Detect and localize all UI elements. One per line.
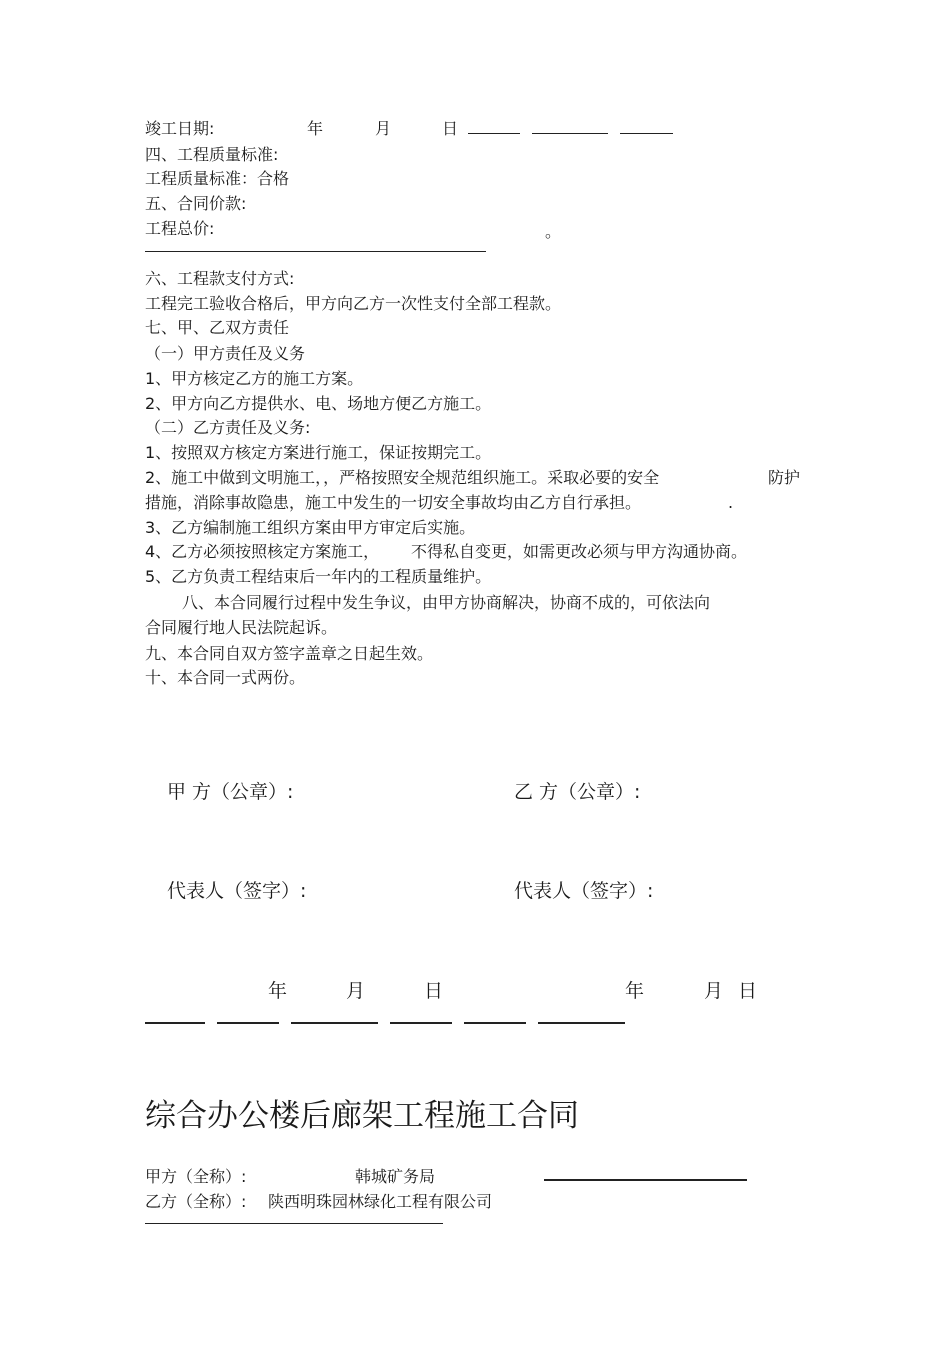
copies-clause: 十、本合同一式两份。	[145, 668, 306, 687]
dispute-clause-cont: 合同履行地人民法院起诉。	[145, 618, 338, 637]
sign-date-b-day: 日	[738, 980, 758, 1002]
party-b-fullname-value: 陕西明珠园林绿化工程有限公司	[268, 1192, 493, 1211]
payment-heading: 六、工程款支付方式:	[145, 269, 295, 288]
completion-date-label: 竣工日期:	[145, 119, 215, 138]
total-price-period: 。	[545, 222, 562, 241]
date-underline	[538, 1022, 625, 1024]
payment-text: 工程完工验收合格后，甲方向乙方一次性支付全部工程款。	[145, 294, 562, 313]
total-price-underline	[145, 251, 486, 252]
party-b-duty-1: 1、按照双方核定方案进行施工，保证按期完工。	[145, 443, 492, 462]
party-a-fullname-label: 甲方（全称）:	[145, 1167, 247, 1186]
date-underline	[217, 1022, 279, 1024]
party-b-seal: 乙 方（公章）:	[514, 781, 641, 803]
party-b-duty-3: 3、乙方编制施工组织方案由甲方审定后实施。	[145, 518, 476, 537]
party-a-duty-heading: （一）甲方责任及义务	[145, 344, 306, 363]
completion-month: 月	[375, 119, 392, 138]
party-b-duty-4: 4、乙方必须按照核定方案施工，	[145, 542, 380, 561]
responsibility-heading: 七、甲、乙双方责任	[145, 318, 290, 337]
contract-title: 综合办公楼后廊架工程施工合同	[145, 1098, 579, 1134]
party-b-underline	[145, 1223, 443, 1224]
party-a-rep: 代表人（签字）:	[167, 880, 307, 902]
contract-price-heading: 五、合同价款:	[145, 194, 247, 213]
party-a-duty-2: 2、甲方向乙方提供水、电、场地方便乙方施工。	[145, 394, 492, 413]
party-b-rep: 代表人（签字）:	[514, 880, 654, 902]
quality-standard-value: 工程质量标准：合格	[145, 169, 290, 188]
party-a-underline	[544, 1179, 747, 1181]
quality-standard-heading: 四、工程质量标准:	[145, 145, 279, 164]
date-underline	[390, 1022, 452, 1024]
effective-clause: 九、本合同自双方签字盖章之日起生效。	[145, 644, 434, 663]
party-a-fullname-value: 韩城矿务局	[355, 1167, 436, 1186]
date-underline	[291, 1022, 378, 1024]
sign-date-a-day: 日	[424, 980, 444, 1002]
total-price-label: 工程总价:	[145, 219, 215, 238]
sign-date-a-month: 月	[346, 980, 366, 1002]
stray-dot: .	[728, 493, 734, 512]
sign-date-b-year: 年	[625, 980, 645, 1002]
protect-word: 防护	[768, 468, 801, 487]
party-b-duty-5: 5、乙方负责工程结束后一年内的工程质量维护。	[145, 567, 492, 586]
party-b-duty-2-cont: 措施，消除事故隐患，施工中发生的一切安全事故均由乙方自行承担。	[145, 493, 642, 512]
underline	[468, 133, 520, 134]
sign-date-b-month: 月	[704, 980, 724, 1002]
party-b-fullname-label: 乙方（全称）:	[145, 1192, 247, 1211]
party-a-duty-1: 1、甲方核定乙方的施工方案。	[145, 369, 364, 388]
party-b-duty-heading: （二）乙方责任及义务:	[145, 418, 311, 437]
completion-day: 日	[442, 119, 459, 138]
completion-year: 年	[307, 119, 324, 138]
date-underline	[145, 1022, 205, 1024]
sign-date-a-year: 年	[268, 980, 288, 1002]
party-b-duty-4-tail: 不得私自变更，如需更改必须与甲方沟通协商。	[411, 542, 748, 561]
underline	[532, 133, 608, 134]
date-underline	[464, 1022, 526, 1024]
underline	[620, 133, 673, 134]
party-a-seal: 甲 方（公章）:	[167, 781, 294, 803]
party-b-duty-2: 2、施工中做到文明施工，，严格按照安全规范组织施工。采取必要的安全	[145, 468, 660, 487]
dispute-clause: 八、本合同履行过程中发生争议，由甲方协商解决，协商不成的，可依法向	[182, 593, 711, 612]
